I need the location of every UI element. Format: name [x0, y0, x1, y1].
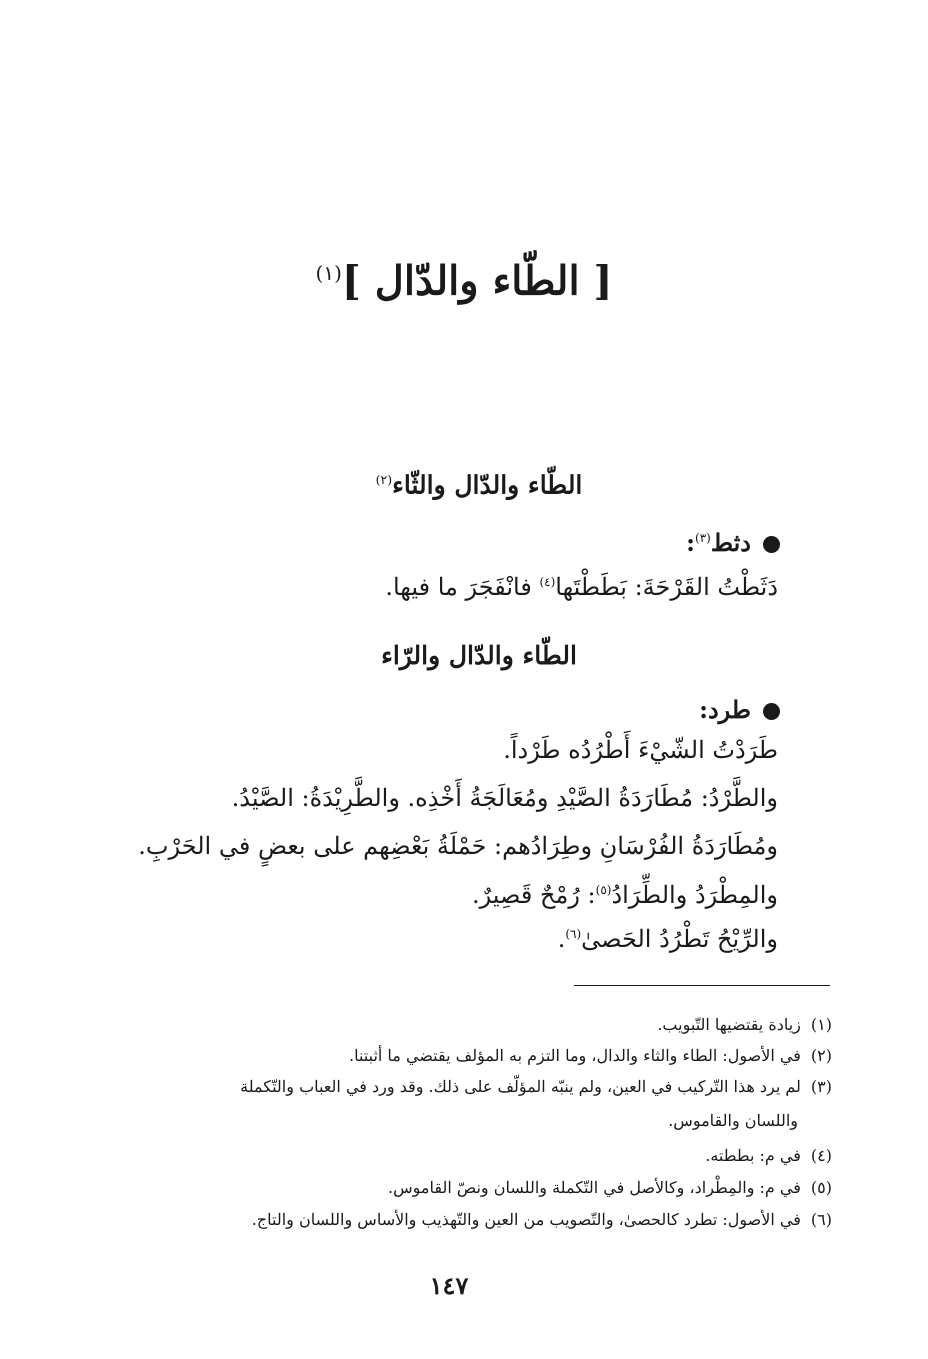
section-heading-text: الطّاء والدّال والرّاء: [381, 641, 577, 670]
headword: دثط: [710, 528, 751, 557]
entry-text-line: [558, 916, 778, 957]
chapter-title: [0, 238, 928, 316]
footnote-number: (٣): [810, 1077, 832, 1096]
footnote-number: (٥): [810, 1178, 832, 1197]
footnote-ref: (١): [315, 261, 342, 285]
section-heading-text: الطّاء والدّال والثّاء: [392, 470, 583, 500]
text-segment: والمِطْرَدُ والطِّرَادُ: [611, 881, 778, 909]
footnote: [388, 1175, 832, 1201]
entry-headword: [686, 520, 780, 561]
text-segment: : رُمْحٌ قَصِيرٌ.: [471, 881, 596, 909]
text-segment: .: [557, 925, 566, 953]
text-segment: فانْفَجَرَ ما فيها.: [385, 573, 540, 601]
footnote-continuation: واللسان والقاموس.: [668, 1111, 798, 1130]
footnote-ref: (٢): [375, 472, 393, 487]
entry-text-line: طَرَدْتُ الشّيْءَ أَطْرُدُه طَرْداً.: [503, 736, 778, 764]
footnote-text: في م: بططته.: [705, 1146, 801, 1165]
footnote-ref: (٦): [565, 927, 582, 941]
text-segment: والرِّيْحُ تَطْرُدُ الحَصىٰ: [581, 925, 778, 953]
entry-text-line: ومُطَارَدَةُ الفُرْسَانِ وطِرَادُهم: حَمْلَةُ بَعْضِهم على بعضٍ في الحَرْبِ.: [138, 832, 778, 860]
footnote-text: لم يرد هذا التّركيب في العين، ولم ينبّه المؤلّف على ذلك. وقد ورد في العباب والتّكملة: [240, 1077, 801, 1096]
footnote-text: في الأصول: الطاء والثاء والدال، وما التزم به المؤلف يقتضي ما أثبتنا.: [349, 1046, 801, 1065]
footnote: [657, 1012, 832, 1038]
footnote-divider: [574, 985, 830, 986]
footnote-text: في م: والمِطْراد، وكالأصل في التّكملة واللسان ونصّ القاموس.: [388, 1178, 801, 1197]
chapter-title-text: [ الطّاء والدّال ]: [341, 257, 613, 305]
footnote-text: في الأصول: تطرد كالحصىٰ، والتّصويب من العين والتّهذيب والأساس واللسان والتاج.: [251, 1210, 801, 1229]
footnote: [252, 1207, 832, 1233]
footnote-number: (٢): [810, 1046, 832, 1065]
bullet-icon: [763, 536, 780, 553]
bullet-icon: [763, 703, 780, 720]
footnote: [240, 1074, 832, 1100]
headword: طرد: [707, 695, 751, 724]
entry-text-line: والطَّرْدُ: مُطَارَدَةُ الصَّيْدِ ومُعَالَجَةُ أَخْذِه. والطَّرِيْدَةُ: الصَّيْدُ.: [231, 784, 778, 812]
footnote: [705, 1143, 832, 1169]
footnote-ref: (٣): [695, 531, 711, 545]
section-heading: [0, 460, 928, 505]
footnote-ref: (٤): [539, 575, 556, 589]
entry-headword: [699, 692, 780, 728]
section-heading: [0, 636, 928, 676]
headword-colon: :: [699, 695, 708, 724]
entry-text-line: [472, 872, 778, 913]
footnote: [349, 1043, 832, 1069]
page-number: ١٤٧: [429, 1271, 469, 1300]
text-segment: دَثَطْتُ القَرْحَةَ: بَطَطْتَها: [555, 573, 778, 601]
footnote-number: (١): [810, 1015, 832, 1034]
headword-colon: :: [686, 528, 696, 557]
footnote-ref: (٥): [595, 883, 612, 897]
footnote-number: (٦): [810, 1210, 832, 1229]
footnote-number: (٤): [810, 1146, 832, 1165]
footnote-text: زيادة يقتضيها التّبويب.: [657, 1015, 801, 1034]
entry-text-line: [385, 564, 778, 605]
